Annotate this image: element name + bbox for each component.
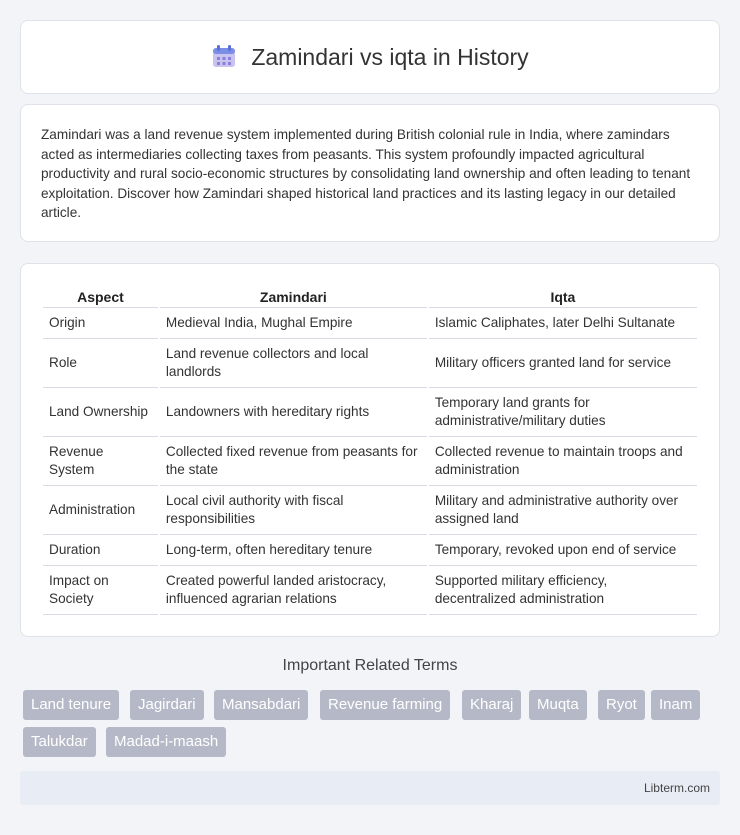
cell-iqta: Supported military efficiency, decentralized administration — [429, 566, 697, 615]
cell-zamindari: Created powerful landed aristocracy, influenced agrarian relations — [160, 566, 427, 615]
intro-card — [20, 104, 720, 242]
tag-mansabdari[interactable]: Mansabdari — [214, 690, 308, 720]
tag-revenue-farming[interactable]: Revenue farming — [320, 690, 450, 720]
related-terms-title: Important Related Terms — [282, 657, 458, 674]
tag-kharaj[interactable]: Kharaj — [462, 690, 521, 720]
cell-zamindari: Long-term, often hereditary tenure — [160, 535, 427, 566]
table-row — [43, 566, 697, 615]
title-card — [20, 20, 720, 94]
cell-aspect: Impact on Society — [43, 566, 158, 615]
footer — [20, 771, 720, 805]
cell-aspect: Duration — [43, 535, 158, 566]
cell-zamindari: Local civil authority with fiscal responsibilities — [160, 486, 427, 535]
tag-land-tenure[interactable]: Land tenure — [23, 690, 119, 720]
comparison-table-card — [20, 263, 720, 637]
cell-aspect: Revenue System — [43, 437, 158, 486]
table-row — [43, 535, 697, 566]
cell-iqta: Collected revenue to maintain troops and administration — [429, 437, 697, 486]
cell-aspect: Land Ownership — [43, 388, 158, 437]
cell-zamindari: Land revenue collectors and local landlords — [160, 339, 427, 388]
table-row — [43, 308, 697, 339]
tag-muqta[interactable]: Muqta — [529, 690, 587, 720]
tag-talukdar[interactable]: Talukdar — [23, 727, 96, 757]
cell-iqta: Temporary, revoked upon end of service — [429, 535, 697, 566]
header-iqta: Iqta — [429, 286, 697, 308]
table-row — [43, 339, 697, 388]
header-aspect: Aspect — [43, 286, 158, 308]
comparison-table — [41, 286, 699, 615]
cell-iqta: Military officers granted land for service — [429, 339, 697, 388]
cell-iqta: Military and administrative authority over assigned land — [429, 486, 697, 535]
footer-site-link[interactable]: Libterm.com — [643, 781, 710, 795]
table-row — [43, 486, 697, 535]
tag-ryot[interactable]: Ryot — [598, 690, 645, 720]
calendar-icon — [211, 45, 237, 69]
page-title: Zamindari vs iqta in History — [251, 43, 529, 70]
cell-zamindari: Landowners with hereditary rights — [160, 388, 427, 437]
cell-aspect: Origin — [43, 308, 158, 339]
cell-zamindari: Collected fixed revenue from peasants for the state — [160, 437, 427, 486]
cell-zamindari: Medieval India, Mughal Empire — [160, 308, 427, 339]
tag-inam[interactable]: Inam — [651, 690, 700, 720]
table-row — [43, 437, 697, 486]
cell-aspect: Administration — [43, 486, 158, 535]
cell-iqta: Islamic Caliphates, later Delhi Sultanate — [429, 308, 697, 339]
table-row — [43, 388, 697, 437]
cell-iqta: Temporary land grants for administrative/military duties — [429, 388, 697, 437]
tag-madad-i-maash[interactable]: Madad-i-maash — [106, 727, 226, 757]
intro-text: Zamindari was a land revenue system implemented during British colonial rule in India, where zamindars acted as intermediaries collecting taxes from peasants. This system profoundly impacted agricultural productivity and rural socio-economic structures by consolidating land ownership and often leading to tenant exploitation. Discover how Zamindari shaped historical land practices and its lasting legacy in our detailed article. — [41, 127, 691, 220]
header-zamindari: Zamindari — [160, 286, 427, 308]
cell-aspect: Role — [43, 339, 158, 388]
tag-jagirdari[interactable]: Jagirdari — [130, 690, 204, 720]
